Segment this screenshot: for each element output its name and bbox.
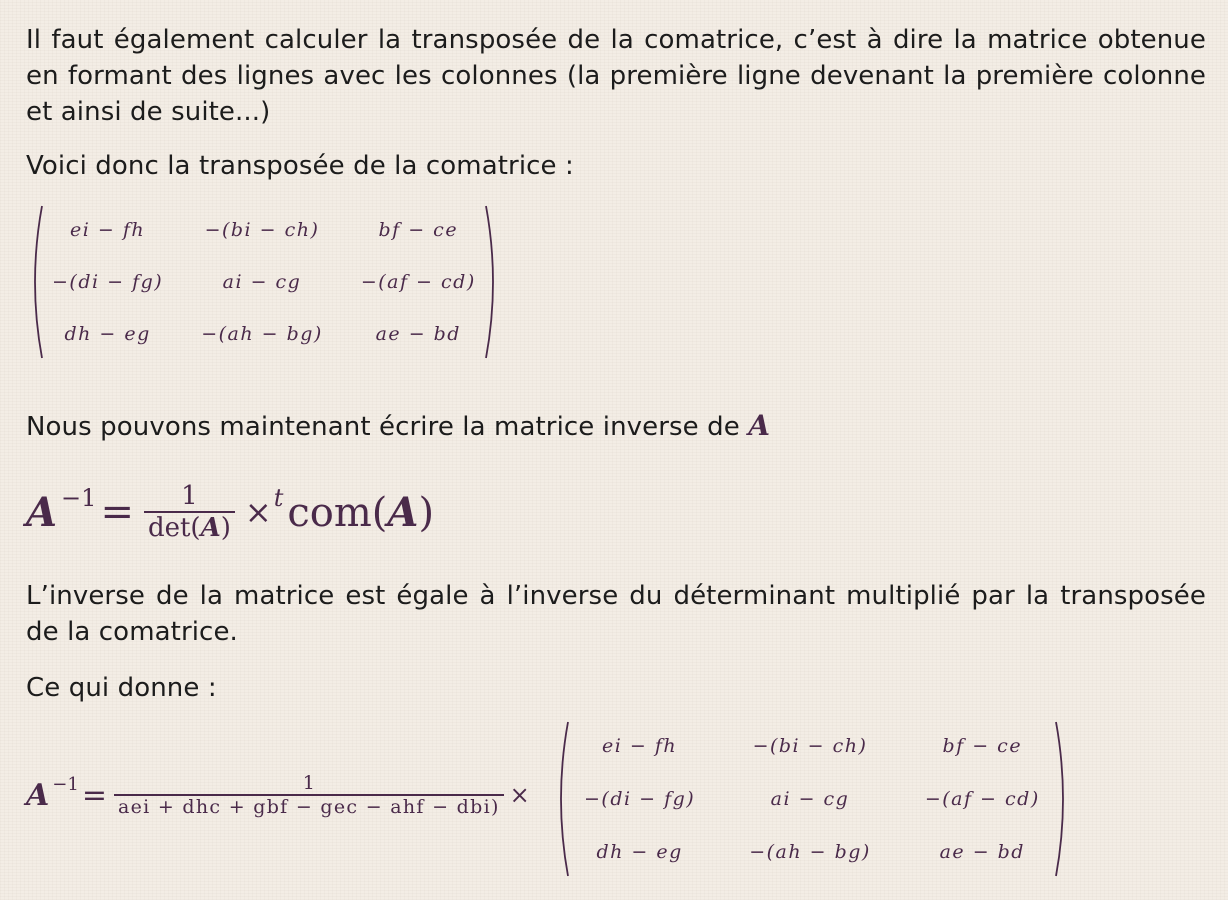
com-close: )	[418, 489, 435, 536]
matrix-cell: −(af − cd)	[360, 271, 476, 293]
transpose-comatrix-matrix	[26, 204, 502, 360]
eq2-equals: =	[81, 777, 107, 813]
right-paren	[484, 204, 502, 360]
det-label: det(	[147, 512, 201, 543]
eq1-lhs-exponent: −1	[61, 484, 97, 512]
paragraph-ce-qui-donne: Ce qui donne :	[26, 673, 217, 703]
eq1-com	[287, 489, 434, 536]
matrix-symbol-A: A	[748, 409, 771, 442]
eq2-fraction	[114, 772, 504, 817]
matrix-cell: ei − fh	[70, 219, 146, 241]
matrix-cell: dh − eg	[64, 323, 151, 345]
matrix-cell: dh − eg	[596, 840, 683, 863]
eq2-denominator: aei + dhc + gbf − gec − ahf − dbi)	[117, 795, 500, 818]
paragraph-inverse-explanation: L’inverse de la matrice est égale à l’inverse du déterminant multiplié par la transposée de la comatrice.	[26, 581, 1206, 647]
matrix-cell: −(di − fg)	[52, 271, 164, 293]
matrix-cell: −(ah − bg)	[201, 323, 323, 345]
matrix-grid	[44, 204, 484, 360]
eq1-numerator: 1	[181, 481, 198, 512]
matrix-cell: ei − fh	[602, 735, 678, 758]
det-close: )	[220, 512, 231, 543]
matrix-cell: ae − bd	[375, 323, 461, 345]
paragraph-inverse-intro	[26, 408, 1206, 445]
eq1-times: ×	[244, 493, 272, 531]
inverse-expanded-formula	[26, 740, 536, 850]
com-A: A	[387, 488, 419, 536]
eq1-equals: =	[100, 489, 134, 535]
eq2-lhs-exponent: −1	[52, 773, 79, 795]
eq2-lhs: A	[26, 777, 50, 813]
paragraph-text: Nous pouvons maintenant écrire la matrice inverse de	[26, 412, 740, 442]
left-paren	[552, 720, 570, 878]
matrix-cell: −(di − fg)	[584, 787, 696, 810]
inverse-formula	[26, 472, 434, 552]
matrix-cell: ae − bd	[939, 840, 1025, 863]
left-paren	[26, 204, 44, 360]
matrix-cell: ai − cg	[770, 787, 850, 810]
eq1-denominator	[144, 513, 235, 543]
com-label: com(	[287, 489, 388, 536]
eq2-numerator: 1	[302, 772, 315, 795]
matrix-cell: bf − ce	[942, 735, 1023, 758]
right-paren	[1054, 720, 1072, 878]
eq1-fraction	[144, 481, 235, 543]
matrix-cell: −(ah − bg)	[749, 840, 871, 863]
matrix-cell: ai − cg	[222, 271, 302, 293]
det-A: A	[200, 512, 221, 543]
paragraph-voici: Voici donc la transposée de la comatrice :	[26, 151, 574, 181]
matrix-cell: −(bi − ch)	[204, 219, 320, 241]
eq1-lhs: A	[26, 488, 58, 536]
eq2-times: ×	[509, 781, 530, 809]
paragraph-transpose-intro: Il faut également calculer la transposée de la comatrice, c’est à dire la matrice obtenue en formant des lignes avec les colonnes (la première ligne devenant la première colonne et ainsi de suite...)	[26, 25, 1206, 127]
matrix-grid	[570, 720, 1054, 878]
transpose-comatrix-matrix-2	[552, 720, 1072, 878]
eq1-transpose-t: t	[273, 484, 284, 512]
matrix-cell: −(af − cd)	[924, 787, 1040, 810]
matrix-cell: bf − ce	[378, 219, 459, 241]
matrix-cell: −(bi − ch)	[752, 735, 868, 758]
